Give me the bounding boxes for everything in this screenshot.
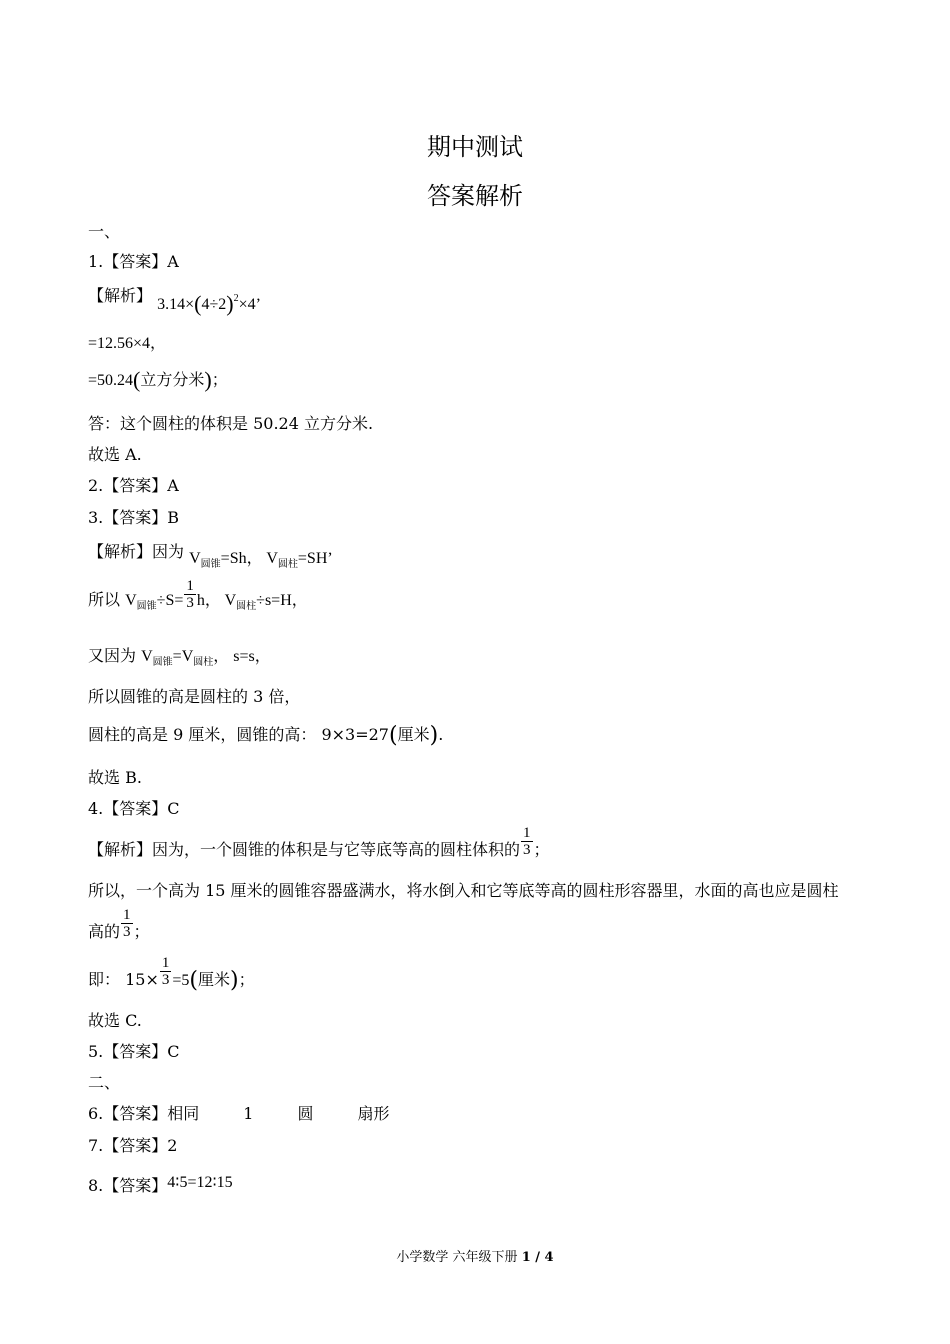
q1-answer: 1.【答案】A	[88, 252, 179, 271]
formula: $3.14\times(4\div 2)^2\times 4$’	[157, 291, 261, 316]
q3-line4: 所以圆锥的高是圆柱的 3 倍，	[88, 687, 301, 706]
section-heading-1: 一、	[88, 222, 121, 241]
section-heading-2: 二、	[88, 1073, 121, 1092]
q3-line3: 又因为 $V_{圆锥}=V_{圆柱}$， s=s，	[88, 646, 271, 668]
page-number: 1 / 4	[521, 1250, 554, 1265]
q1-analysis	[88, 286, 261, 316]
q4-choice: 故选 C.	[88, 1011, 142, 1030]
q4-line3: 高的 $\frac{1}{3}$ ；	[88, 907, 150, 941]
q2-answer: 2.【答案】A	[88, 476, 179, 495]
page-subtitle: 答案解析	[427, 182, 523, 210]
q4-line1: 【解析】因为，一个圆锥的体积是与它等底等高的圆柱体积的 $\frac{1}{3}$ ；	[88, 825, 550, 859]
fraction-one-third: $\frac{1}{3}$	[186, 577, 194, 611]
q3-choice: 故选 B.	[88, 768, 142, 787]
q1-choice: 故选 A.	[88, 445, 142, 464]
q3-line5: 圆柱的高是 9 厘米，圆锥的高： 9×3=27(厘米).	[88, 723, 444, 748]
q4-line2: 所以，一个高为 15 厘米的圆锥容器盛满水，将水倒入和它等底等高的圆柱形容器里，水面的高也应是圆柱	[88, 881, 839, 900]
q3-line1: 【解析】因为 $V_{圆锥}=Sh$， $V_{圆柱}=SH$’	[88, 542, 333, 570]
page-footer: 小学数学 六年级下册 1 / 4	[396, 1250, 554, 1265]
q3-answer: 3.【答案】B	[88, 508, 180, 527]
fraction-one-third: $\frac{1}{3}$	[523, 825, 531, 858]
q4-answer: 4.【答案】C	[88, 799, 180, 818]
q3-line2: 所以 $V_{圆锥}\div S=$ $\frac{1}{3}$ h， $V_{圆柱}\div s=H$，	[88, 577, 308, 612]
q1-step2: =12.56×4，	[88, 335, 167, 352]
q5-answer: 5.【答案】C	[88, 1042, 180, 1061]
analysis-label: 【解析】	[88, 286, 153, 305]
page-title: 期中测试	[427, 133, 523, 161]
q1-conclusion: 答：这个圆柱的体积是 50.24 立方分米.	[88, 414, 374, 433]
fraction-one-third: $\frac{1}{3}$	[161, 955, 170, 988]
q4-line4: 即： 15× $\frac{1}{3}$ =5(厘米)；	[88, 955, 255, 993]
q8-answer: 8.【答案】4∶5=12∶15	[88, 1174, 233, 1195]
fraction-one-third: $\frac{1}{3}$	[123, 907, 131, 940]
q6-answer: 6.【答案】相同 1 圆 扇形	[88, 1104, 390, 1123]
q7-answer: 7.【答案】2	[88, 1136, 178, 1155]
q1-step3: =50.24(立方分米)；	[88, 367, 228, 392]
